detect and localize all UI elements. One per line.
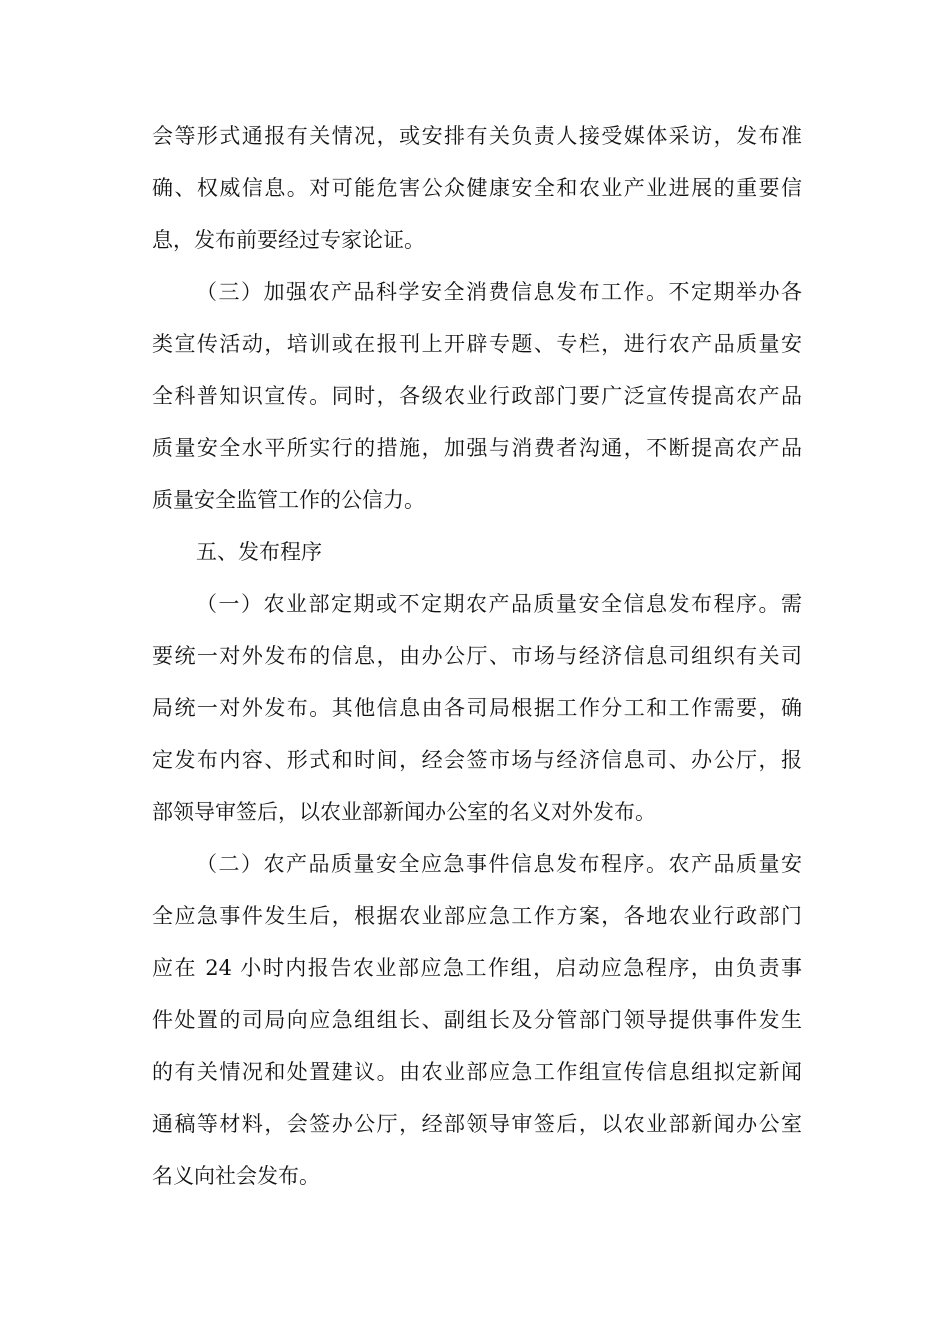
body-line: 息，发布前要经过专家论证。 <box>152 228 425 252</box>
body-line: 质量安全监管工作的公信力。 <box>152 488 425 512</box>
body-line: 应在 24 小时内报告农业部应急工作组，启动应急程序，由负责事 <box>152 956 802 980</box>
body-line: 全科普知识宣传。同时，各级农业行政部门要广泛宣传提高农产品 <box>152 384 802 408</box>
body-line: 名义向社会发布。 <box>152 1164 320 1188</box>
body-line: 部领导审签后，以农业部新闻办公室的名义对外发布。 <box>152 800 656 824</box>
section-heading: 五、发布程序 <box>196 540 322 564</box>
body-line: 定发布内容、形式和时间，经会签市场与经济信息司、办公厅，报 <box>152 748 802 772</box>
body-line: 会等形式通报有关情况，或安排有关负责人接受媒体采访，发布准 <box>152 124 802 148</box>
body-line: 全应急事件发生后，根据农业部应急工作方案，各地农业行政部门 <box>152 904 802 928</box>
paragraph-first-line: （二）农产品质量安全应急事件信息发布程序。农产品质量安 <box>196 852 802 876</box>
document-body <box>152 110 802 1202</box>
body-line: 要统一对外发布的信息，由办公厅、市场与经济信息司组织有关司 <box>152 644 802 668</box>
paragraph-first-line: （三）加强农产品科学安全消费信息发布工作。不定期举办各 <box>196 280 802 304</box>
body-line: 确、权威信息。对可能危害公众健康安全和农业产业进展的重要信 <box>152 176 802 200</box>
paragraph-first-line: （一）农业部定期或不定期农产品质量安全信息发布程序。需 <box>196 592 802 616</box>
body-line: 质量安全水平所实行的措施，加强与消费者沟通，不断提高农产品 <box>152 436 802 460</box>
body-line: 的有关情况和处置建议。由农业部应急工作组宣传信息组拟定新闻 <box>152 1060 802 1084</box>
body-line: 件处置的司局向应急组组长、副组长及分管部门领导提供事件发生 <box>152 1008 802 1032</box>
body-line: 类宣传活动，培训或在报刊上开辟专题、专栏，进行农产品质量安 <box>152 332 802 356</box>
body-line: 通稿等材料，会签办公厅，经部领导审签后，以农业部新闻办公室 <box>152 1112 802 1136</box>
body-line: 局统一对外发布。其他信息由各司局根据工作分工和工作需要，确 <box>152 696 802 720</box>
